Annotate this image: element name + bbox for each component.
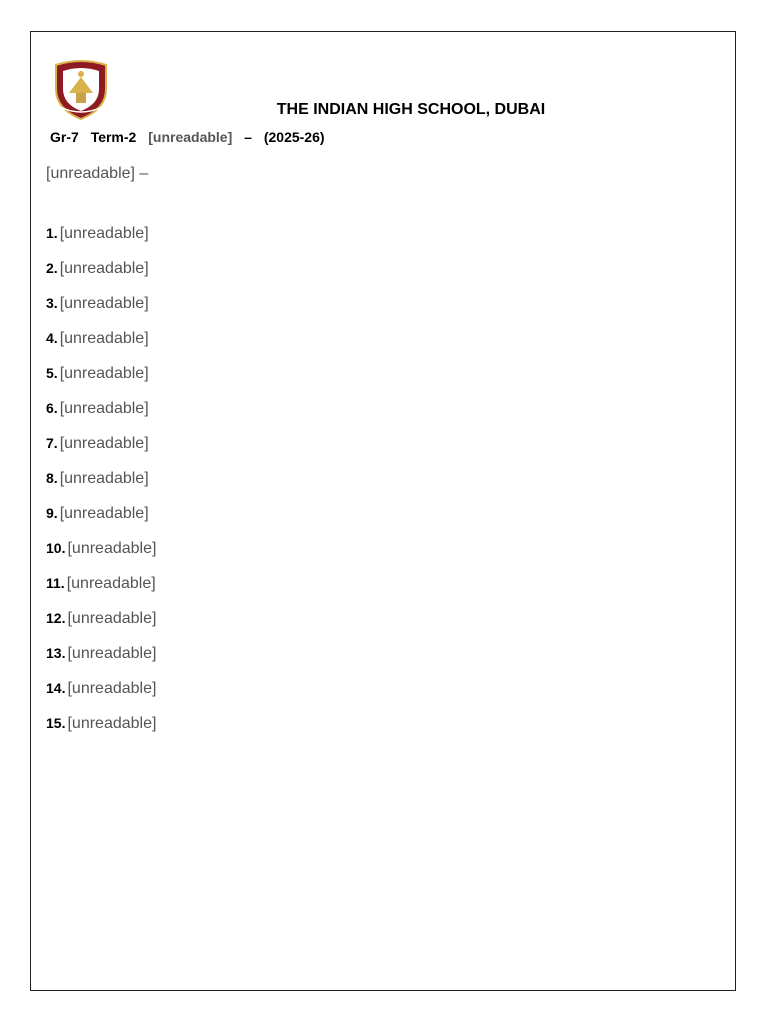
- list-item-text: [unreadable]: [59, 295, 149, 312]
- list-item-number: 3.: [46, 295, 58, 311]
- topic-list: [46, 218, 156, 743]
- list-item-text: [unreadable]: [59, 225, 149, 242]
- list-item-text: [unreadable]: [67, 715, 157, 732]
- sub-header: [50, 127, 333, 147]
- worksheet-title: [unreadable]: [148, 129, 233, 145]
- list-item-number: 4.: [46, 330, 58, 346]
- title-dash: –: [244, 129, 252, 145]
- list-item-number: 8.: [46, 470, 58, 486]
- list-item: [46, 638, 156, 673]
- grade-label: Gr-7: [50, 129, 79, 145]
- list-item: [46, 708, 156, 743]
- school-name: THE INDIAN HIGH SCHOOL, DUBAI: [276, 101, 546, 118]
- list-item-text: [unreadable]: [67, 540, 157, 557]
- list-item: [46, 218, 156, 253]
- list-item-text: [unreadable]: [67, 610, 157, 627]
- list-item-number: 15.: [46, 715, 66, 731]
- academic-year: (2025-26): [263, 129, 325, 145]
- list-item: [46, 463, 156, 498]
- list-item-text: [unreadable]: [59, 365, 149, 382]
- list-item-number: 5.: [46, 365, 58, 381]
- list-item-text: [unreadable]: [59, 330, 149, 347]
- list-item-text: [unreadable]: [59, 260, 149, 277]
- list-item-number: 7.: [46, 435, 58, 451]
- list-item-number: 2.: [46, 260, 58, 276]
- list-item-text: [unreadable]: [59, 505, 149, 522]
- list-item-number: 9.: [46, 505, 58, 521]
- list-item: [46, 358, 156, 393]
- list-item: [46, 673, 156, 708]
- list-item: [46, 498, 156, 533]
- instruction-text: [unreadable] –: [46, 165, 149, 182]
- list-item: [46, 533, 156, 568]
- list-item-text: [unreadable]: [67, 680, 157, 697]
- list-item-text: [unreadable]: [59, 435, 149, 452]
- list-item-number: 10.: [46, 540, 66, 556]
- list-item: [46, 253, 156, 288]
- list-item-number: 13.: [46, 645, 66, 661]
- list-item: [46, 603, 156, 638]
- document-page: [30, 31, 736, 991]
- list-item-text: [unreadable]: [67, 645, 157, 662]
- list-item-text: [unreadable]: [59, 400, 149, 417]
- list-item-number: 1.: [46, 225, 58, 241]
- list-item-number: 6.: [46, 400, 58, 416]
- list-item: [46, 288, 156, 323]
- list-item-text: [unreadable]: [59, 470, 149, 487]
- list-item: [46, 323, 156, 358]
- term-label: Term-2: [90, 129, 137, 145]
- list-item-number: 11.: [46, 575, 65, 591]
- list-item: [46, 568, 156, 603]
- list-item: [46, 428, 156, 463]
- list-item-number: 12.: [46, 610, 66, 626]
- list-item-text: [unreadable]: [66, 575, 156, 592]
- list-item: [46, 393, 156, 428]
- list-item-number: 14.: [46, 680, 66, 696]
